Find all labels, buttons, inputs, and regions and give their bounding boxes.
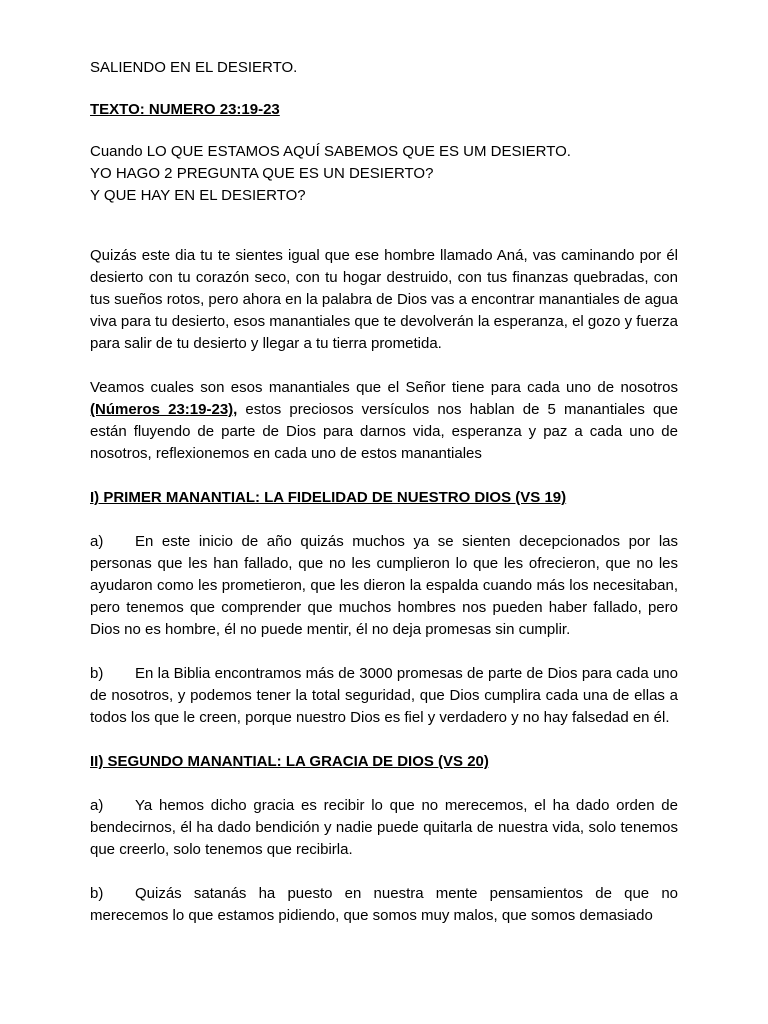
item-marker: b) (90, 885, 104, 902)
intro-line: YO HAGO 2 PREGUNTA QUE ES UN DESIERTO? (90, 165, 434, 182)
list-item (90, 663, 678, 729)
section-heading-2: II) SEGUNDO MANANTIAL: LA GRACIA DE DIOS (VS 20) (90, 753, 489, 770)
verse-reference: (Números 23:19-23), (90, 401, 238, 418)
document-title: SALIENDO EN EL DESIERTO. (90, 59, 298, 76)
item-text: En la Biblia encontramos más de 3000 promesas de parte de Dios para cada uno de nosotros, y podemos tener la total seguridad, que Dios cumplira cada una de ellas a todos los que le creen, porque nuestro Dios es fiel y verdadero y no hay falsedad en él. (90, 665, 678, 726)
item-text: Quizás satanás ha puesto en nuestra mente pensamientos de que no merecemos lo que estamos pidiendo, que somos muy malos, que somos demasiado (90, 885, 678, 924)
paragraph-manantiales (90, 377, 678, 465)
list-item (90, 883, 678, 927)
scripture-reference: TEXTO: NUMERO 23:19-23 (90, 101, 280, 118)
item-text: En este inicio de año quizás muchos ya se sienten decepcionados por las personas que les han fallado, que no les cumplieron lo que les ofrecieron, que no les ayudaron como les prometieron, que les dieron la espalda cuando más los necesitaban, pero tenemos que comprender que muchos hombres nos pueden haber fallado, pero Dios no es hombre, él no puede mentir, él no deja promesas sin cumplir. (90, 533, 678, 638)
list-item (90, 531, 678, 641)
item-marker: a) (90, 797, 104, 814)
section-heading-1: I) PRIMER MANANTIAL: LA FIDELIDAD DE NUESTRO DIOS (VS 19) (90, 489, 567, 506)
item-marker: a) (90, 533, 104, 550)
item-marker: b) (90, 665, 104, 682)
item-text: Ya hemos dicho gracia es recibir lo que no merecemos, el ha dado orden de bendecirnos, él ha dado bendición y nadie puede quitarla de nuestra vida, solo tenemos que creerlo, solo tenemos que recibirla. (90, 797, 678, 858)
paragraph-text: Veamos cuales son esos manantiales que el Señor tiene para cada uno de nosotros (90, 379, 678, 396)
intro-line: Y QUE HAY EN EL DESIERTO? (90, 187, 306, 204)
paragraph-intro: Quizás este dia tu te sientes igual que ese hombre llamado Aná, vas caminando por él desierto con tu corazón seco, con tu hogar destruido, con tus finanzas quebradas, con tus sueños rotos, pero ahora en la palabra de Dios vas a encontrar manantiales de agua viva para tu desierto, esos manantiales que te devolverán la esperanza, el gozo y fuerza para salir de tu desierto y llegar a tu tierra prometida. (90, 247, 678, 352)
list-item (90, 795, 678, 861)
paragraph-text: estos preciosos versículos nos hablan de 5 manantiales que están fluyendo de parte de Dios para darnos vida, esperanza y paz a cada uno de nosotros, reflexionemos en cada uno de estos manantiales (90, 401, 678, 462)
intro-questions (90, 141, 678, 207)
intro-line: Cuando LO QUE ESTAMOS AQUÍ SABEMOS QUE ES UM DESIERTO. (90, 143, 571, 160)
